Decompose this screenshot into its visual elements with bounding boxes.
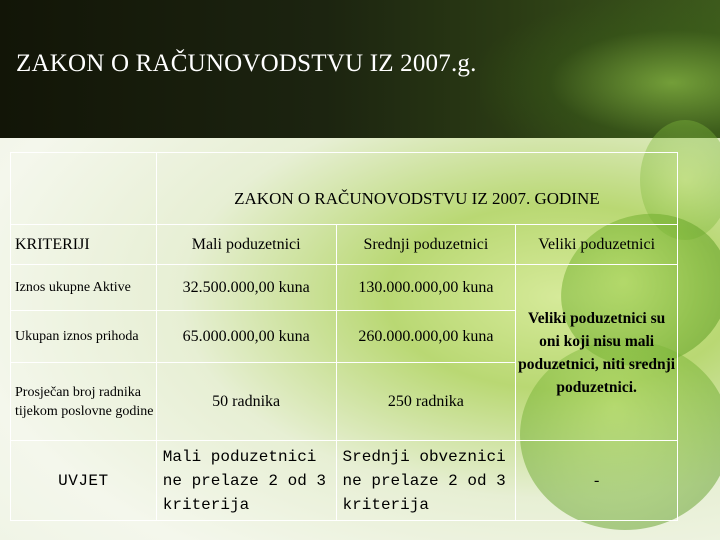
column-header-medium: Srednji poduzetnici (336, 225, 516, 265)
criterion-employees: Prosječan broj radnika tijekom poslovne godine (11, 363, 157, 441)
large-condition: - (516, 441, 678, 521)
medium-revenue-value: 260.000.000,00 kuna (336, 311, 516, 363)
small-assets-value: 32.500.000,00 kuna (156, 265, 336, 311)
medium-condition: Srednji obveznici ne prelaze 2 od 3 kriterija (336, 441, 516, 521)
large-definition: Veliki poduzetnici su oni koji nisu mali poduzetnici, niti srednji poduzetnici. (516, 265, 678, 441)
empty-corner-cell (11, 153, 157, 225)
criteria-table (10, 152, 678, 521)
condition-label: UVJET (11, 441, 157, 521)
small-employees-value: 50 radnika (156, 363, 336, 441)
table-header-row (11, 153, 678, 225)
column-header-row (11, 225, 678, 265)
criterion-revenue: Ukupan iznos prihoda (11, 311, 157, 363)
column-header-large: Veliki poduzetnici (516, 225, 678, 265)
title-banner (0, 0, 720, 138)
table-row (11, 265, 678, 311)
medium-employees-value: 250 radnika (336, 363, 516, 441)
small-revenue-value: 65.000.000,00 kuna (156, 311, 336, 363)
small-condition: Mali poduzetnici ne prelaze 2 od 3 kriterija (156, 441, 336, 521)
slide-title: ZAKON O RAČUNOVODSTVU IZ 2007.g. (16, 50, 477, 77)
column-header-small: Mali poduzetnici (156, 225, 336, 265)
medium-assets-value: 130.000.000,00 kuna (336, 265, 516, 311)
column-header-criteria: KRITERIJI (11, 225, 157, 265)
criterion-assets: Iznos ukupne Aktive (11, 265, 157, 311)
condition-row (11, 441, 678, 521)
banner-glow (480, 0, 720, 138)
table-header: ZAKON O RAČUNOVODSTVU IZ 2007. GODINE (156, 153, 677, 225)
